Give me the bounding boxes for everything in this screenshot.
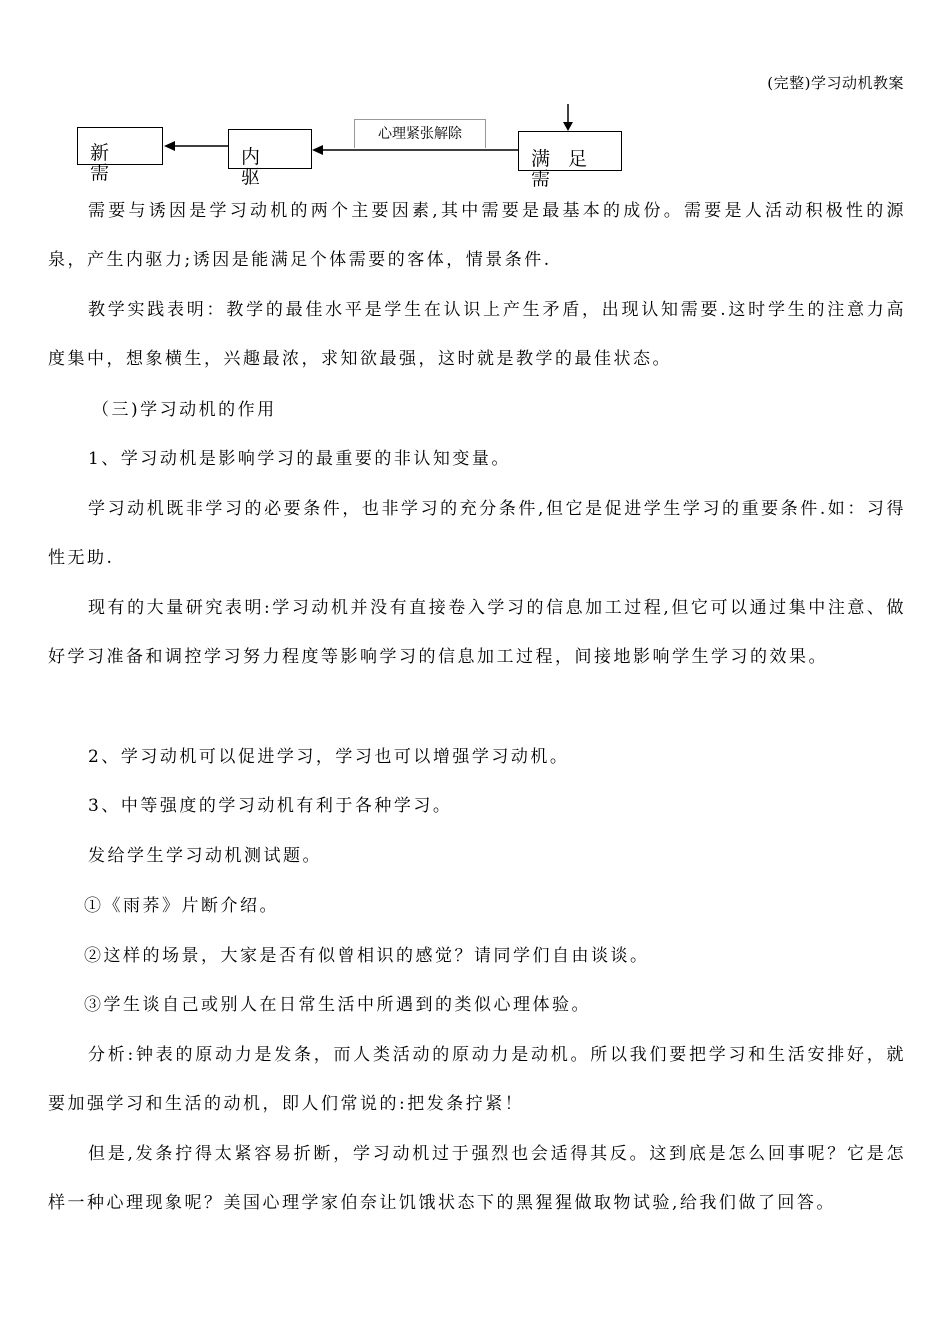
circled-item-3: ③学生谈自己或别人在日常生活中所遇到的类似心理体验。 [84, 995, 591, 1015]
list-item-3: 3、中等强度的学习动机有利于各种学习。 [88, 796, 453, 816]
paragraph-research: 现有的大量研究表明:学习动机并没有直接卷入学习的信息加工过程,但它可以通过集中注意、做好学习准备和调控学习努力程度等影响学习的信息加工过程，间接地影响学生学习的效果。 [48, 598, 906, 667]
diagram-box-new-need [77, 127, 163, 184]
circled-item-1: ①《雨荞》片断介绍。 [84, 896, 279, 916]
section-heading-motivation-role: （三)学习动机的作用 [92, 400, 277, 420]
diagram-box-satisfy [518, 131, 622, 190]
circled-item-2: ②这样的场景，大家是否有似曾相识的感觉？请同学们自由谈谈。 [84, 946, 650, 966]
diagram-box-drive-label: 内 驱 [241, 146, 308, 188]
diagram-box-drive [228, 129, 312, 188]
paragraph-teaching-practice: 教学实践表明：教学的最佳水平是学生在认识上产生矛盾，出现认知需要.这时学生的注意力高度集中，想象横生，兴趣最浓，求知欲最强，这时就是教学的最佳状态。 [48, 300, 906, 369]
diagram-label-relief: 心理紧张解除 [354, 119, 486, 148]
page-header-title: (完整)学习动机教案 [767, 74, 904, 92]
paragraph-needs-incentives: 需要与诱因是学习动机的两个主要因素,其中需要是最基本的成份。需要是人活动积极性的源泉，产生内驱力;诱因是能满足个体需要的客体，情景条件. [48, 201, 906, 270]
paragraph-however: 但是,发条拧得太紧容易折断，学习动机过于强烈也会适得其反。这到底是怎么回事呢？它是怎样一种心理现象呢？美国心理学家伯奈让饥饿状态下的黑猩猩做取物试验,给我们做了回答。 [48, 1144, 906, 1213]
paragraph-test-handout: 发给学生学习动机测试题。 [88, 846, 322, 866]
diagram-box-satisfy-label: 满 足 需 [531, 148, 594, 190]
list-item-1: 1、学习动机是影响学习的最重要的非认知变量。 [88, 449, 511, 469]
paragraph-conditions: 学习动机既非学习的必要条件，也非学习的充分条件,但它是促进学生学习的重要条件.如：习得性无助. [48, 499, 906, 568]
paragraph-analysis: 分析:钟表的原动力是发条，而人类活动的原动力是动机。所以我们要把学习和生活安排好，就要加强学习和生活的动机，即人们常说的:把发条拧紧！ [48, 1045, 906, 1114]
list-item-2: 2、学习动机可以促进学习，学习也可以增强学习动机。 [88, 747, 570, 767]
diagram-box-new-need-label: 新 需 [90, 142, 157, 184]
